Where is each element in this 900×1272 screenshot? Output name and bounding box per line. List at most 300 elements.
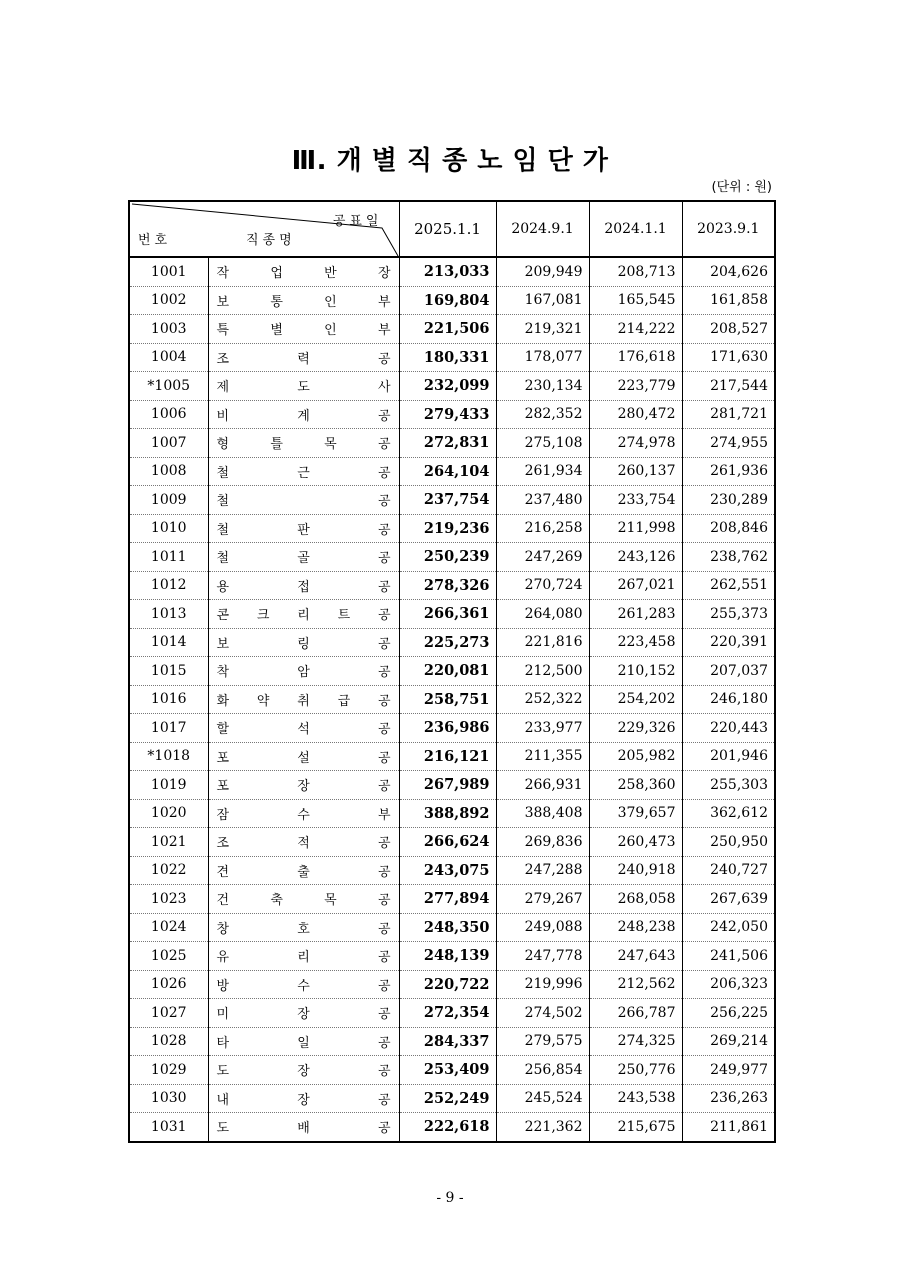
job-name-chars: [217, 462, 391, 481]
wage-value-4: 242,050: [682, 913, 775, 942]
job-name-chars: [217, 1117, 391, 1136]
wage-value-2: 230,134: [496, 372, 589, 401]
job-name-char: 공: [377, 551, 391, 567]
wage-value-3: 210,152: [589, 657, 682, 686]
wage-value-3: 243,538: [589, 1084, 682, 1113]
wage-value-3: 247,643: [589, 942, 682, 971]
job-name-char: 공: [377, 665, 391, 681]
wage-value-4: 171,630: [682, 343, 775, 372]
job-name-char: 비: [216, 408, 230, 424]
wage-value-4: 211,861: [682, 1113, 775, 1142]
job-name-chars: [217, 576, 391, 595]
job-name-char: 틀: [270, 437, 283, 453]
wage-value-2: 269,836: [496, 828, 589, 857]
wage-value-4: 269,214: [682, 1027, 775, 1056]
job-name-chars: [217, 889, 391, 908]
job-name-char: 도: [216, 1064, 230, 1080]
job-name-char: 유: [216, 950, 230, 966]
wage-value-3: 165,545: [589, 286, 682, 315]
table-row: [129, 999, 775, 1028]
table-row: [129, 657, 775, 686]
wage-value-3: 243,126: [589, 543, 682, 572]
job-name-chars: [217, 547, 391, 566]
job-name-chars: [217, 1032, 391, 1051]
job-name-chars: [217, 1060, 391, 1079]
job-name-char: 공: [377, 494, 391, 510]
wage-value-1: 237,754: [399, 486, 496, 515]
job-name-char: 공: [377, 1035, 391, 1051]
wage-value-4: 241,506: [682, 942, 775, 971]
wage-value-1: 243,075: [399, 856, 496, 885]
job-name-chars: [217, 804, 391, 823]
table-row: [129, 1027, 775, 1056]
job-name: [208, 1056, 399, 1085]
job-name-chars: [217, 1003, 391, 1022]
wage-value-2: 221,362: [496, 1113, 589, 1142]
wage-value-4: 206,323: [682, 970, 775, 999]
table-row: [129, 742, 775, 771]
job-code: 1028: [129, 1027, 208, 1056]
job-name-char: 인: [324, 294, 337, 310]
wage-value-1: 277,894: [399, 885, 496, 914]
wage-value-1: 220,081: [399, 657, 496, 686]
wage-value-4: 261,936: [682, 457, 775, 486]
wage-value-4: 267,639: [682, 885, 775, 914]
job-code: 1010: [129, 514, 208, 543]
table-row: [129, 372, 775, 401]
job-name: [208, 799, 399, 828]
job-name-chars: [217, 861, 391, 880]
job-name-char: 공: [377, 408, 391, 424]
wage-value-3: 229,326: [589, 714, 682, 743]
job-name-char: 통: [270, 294, 283, 310]
wage-value-3: 240,918: [589, 856, 682, 885]
job-name-chars: [217, 975, 391, 994]
job-name: [208, 742, 399, 771]
job-name: [208, 1084, 399, 1113]
job-name-char: 공: [377, 437, 391, 453]
wage-value-1: 221,506: [399, 315, 496, 344]
wage-value-4: 161,858: [682, 286, 775, 315]
job-name-char: 력: [297, 351, 310, 367]
wage-value-2: 279,575: [496, 1027, 589, 1056]
table-row: [129, 970, 775, 999]
wage-value-4: 246,180: [682, 685, 775, 714]
table-row: [129, 913, 775, 942]
table-row: [129, 571, 775, 600]
job-name-char: 공: [377, 921, 391, 937]
table-row: [129, 771, 775, 800]
wage-value-2: 282,352: [496, 400, 589, 429]
job-code: 1013: [129, 600, 208, 629]
job-code: 1029: [129, 1056, 208, 1085]
job-name-char: 적: [297, 836, 310, 852]
wage-value-2: 212,500: [496, 657, 589, 686]
job-name-char: 공: [377, 636, 391, 652]
table-row: [129, 543, 775, 572]
job-name-char: 도: [297, 380, 310, 396]
table-row: [129, 315, 775, 344]
job-name-char: 장: [377, 266, 391, 282]
job-name-char: 인: [324, 323, 337, 339]
job-name-char: 공: [377, 864, 391, 880]
job-name-char: 약: [256, 693, 270, 709]
job-name-char: 공: [377, 1064, 391, 1080]
job-name: [208, 628, 399, 657]
job-code: 1014: [129, 628, 208, 657]
wage-value-2: 211,355: [496, 742, 589, 771]
job-name-chars: [217, 519, 391, 538]
job-name-char: 작: [216, 266, 230, 282]
job-name-chars: [217, 918, 391, 937]
job-name-char: 견: [216, 864, 230, 880]
job-name: [208, 657, 399, 686]
job-name: [208, 1027, 399, 1056]
wage-value-1: 180,331: [399, 343, 496, 372]
job-code: 1015: [129, 657, 208, 686]
job-name-chars: [217, 490, 391, 509]
job-code: 1027: [129, 999, 208, 1028]
table-row: [129, 714, 775, 743]
wage-value-4: 262,551: [682, 571, 775, 600]
wage-value-3: 215,675: [589, 1113, 682, 1142]
job-code: 1031: [150, 1118, 187, 1135]
page-number: - 9 -: [436, 1190, 464, 1206]
wage-value-3: 274,325: [589, 1027, 682, 1056]
job-code: 1022: [129, 856, 208, 885]
wage-value-2: 209,949: [496, 257, 589, 286]
job-name-char: 공: [377, 950, 391, 966]
wage-value-2: 247,269: [496, 543, 589, 572]
wage-value-1: 219,236: [399, 514, 496, 543]
wage-value-3: 250,776: [589, 1056, 682, 1085]
job-name: [208, 571, 399, 600]
table-row: [129, 856, 775, 885]
table-row: [129, 457, 775, 486]
job-name-char: 트: [337, 608, 351, 624]
wage-value-2: 178,077: [496, 343, 589, 372]
wage-value-2: 167,081: [496, 286, 589, 315]
table-row: [129, 400, 775, 429]
job-name-char: 장: [297, 1064, 310, 1080]
job-code: 1021: [129, 828, 208, 857]
table-row: [129, 257, 775, 286]
job-name: [208, 543, 399, 572]
wage-value-3: 223,779: [589, 372, 682, 401]
job-name-char: 공: [377, 750, 391, 766]
wage-value-4: 256,225: [682, 999, 775, 1028]
wage-value-2: 264,080: [496, 600, 589, 629]
job-name-char: 도: [216, 1121, 230, 1137]
job-code: 1024: [129, 913, 208, 942]
job-name-char: 공: [377, 608, 391, 624]
job-name: [208, 257, 399, 286]
wage-value-1: 222,618: [399, 1113, 496, 1142]
job-code: *1005: [129, 372, 208, 401]
job-name: [208, 999, 399, 1028]
wage-value-1: 248,139: [399, 942, 496, 971]
job-name-chars: [217, 832, 391, 851]
table-row: [129, 600, 775, 629]
wage-value-1: 266,361: [399, 600, 496, 629]
wage-value-1: 236,986: [399, 714, 496, 743]
wage-value-3: 248,238: [589, 913, 682, 942]
job-name-char: 리: [297, 608, 310, 624]
header-date-2: 2024.9.1: [496, 201, 589, 257]
wage-value-1: 169,804: [399, 286, 496, 315]
wage-value-4: 201,946: [682, 742, 775, 771]
job-name-char: 공: [377, 893, 391, 909]
job-name-char: 호: [297, 921, 310, 937]
header-date-1: 2025.1.1: [399, 201, 496, 257]
job-name-char: 취: [297, 693, 310, 709]
wage-value-1: 284,337: [399, 1027, 496, 1056]
wage-value-4: 220,443: [682, 714, 775, 743]
job-name-char: 부: [377, 294, 391, 310]
job-code: 1030: [129, 1084, 208, 1113]
job-name: [208, 1113, 399, 1142]
job-name-char: 공: [377, 978, 391, 994]
job-name-char: 형: [216, 437, 230, 453]
job-name-char: 내: [216, 1092, 230, 1108]
wage-value-1: 248,350: [399, 913, 496, 942]
job-name-chars: [217, 775, 391, 794]
job-name-char: 리: [297, 950, 310, 966]
table-row: [129, 942, 775, 971]
header-corner-cell: [129, 201, 399, 257]
wage-value-3: 254,202: [589, 685, 682, 714]
wage-value-2: 252,322: [496, 685, 589, 714]
wage-value-4: 204,626: [682, 257, 775, 286]
wage-value-1: 279,433: [399, 400, 496, 429]
job-name-char: 수: [297, 807, 310, 823]
wage-value-1: 220,722: [399, 970, 496, 999]
job-name-char: 조: [216, 836, 230, 852]
job-name-chars: [217, 946, 391, 965]
job-name-char: 철: [216, 494, 230, 510]
job-name-char: 창: [216, 921, 230, 937]
table-row: [129, 429, 775, 458]
wage-value-2: 275,108: [496, 429, 589, 458]
job-name-char: 공: [377, 1121, 391, 1137]
wage-value-4: 255,303: [682, 771, 775, 800]
job-name-char: 설: [297, 750, 310, 766]
job-name-char: 수: [297, 978, 310, 994]
wage-value-3: 274,978: [589, 429, 682, 458]
job-name-char: 방: [216, 978, 230, 994]
job-name-chars: [217, 405, 391, 424]
wage-value-4: 274,955: [682, 429, 775, 458]
job-name-char: 공: [377, 693, 391, 709]
wage-value-1: 272,354: [399, 999, 496, 1028]
wage-value-3: 268,058: [589, 885, 682, 914]
job-name-chars: [217, 690, 391, 709]
job-name-char: 목: [324, 437, 337, 453]
job-name-char: 화: [216, 693, 230, 709]
job-name-char: 축: [270, 893, 283, 909]
job-code: 1008: [129, 457, 208, 486]
job-name-char: 공: [377, 579, 391, 595]
table-header-row: [129, 201, 775, 257]
header-announce-date-label: 공표일: [332, 214, 383, 229]
wage-value-3: 233,754: [589, 486, 682, 515]
job-name-char: 공: [377, 1092, 391, 1108]
wage-value-2: 266,931: [496, 771, 589, 800]
job-code: 1025: [129, 942, 208, 971]
wage-value-2: 274,502: [496, 999, 589, 1028]
unit-label: (단위 : 원): [711, 180, 772, 195]
wage-value-4: 240,727: [682, 856, 775, 885]
job-name-char: 공: [377, 351, 391, 367]
wage-value-3: 260,473: [589, 828, 682, 857]
wage-value-3: 260,137: [589, 457, 682, 486]
header-date-3: 2024.1.1: [589, 201, 682, 257]
job-name-char: 콘: [216, 608, 230, 624]
wage-value-3: 176,618: [589, 343, 682, 372]
job-name-char: 장: [297, 779, 310, 795]
wage-value-3: 212,562: [589, 970, 682, 999]
table-row: [129, 628, 775, 657]
job-name: [208, 970, 399, 999]
job-name-char: 목: [324, 893, 337, 909]
job-code: 1007: [129, 429, 208, 458]
job-name-char: 장: [297, 1092, 310, 1108]
job-name-char: 공: [377, 779, 391, 795]
job-code: 1017: [129, 714, 208, 743]
job-name-char: 업: [270, 266, 283, 282]
job-code: 1012: [129, 571, 208, 600]
page-title: [0, 140, 900, 177]
job-name-char: 미: [216, 1007, 230, 1023]
wage-value-1: 278,326: [399, 571, 496, 600]
job-name-chars: [217, 661, 391, 680]
header-number-label: 번호: [138, 233, 172, 248]
job-name-char: 암: [297, 665, 310, 681]
wage-value-1: 225,273: [399, 628, 496, 657]
wage-value-4: 255,373: [682, 600, 775, 629]
job-code: 1011: [129, 543, 208, 572]
wage-value-2: 233,977: [496, 714, 589, 743]
job-name-chars: [217, 433, 391, 452]
job-code: 1001: [129, 257, 208, 286]
wage-value-3: 214,222: [589, 315, 682, 344]
wage-value-2: 245,524: [496, 1084, 589, 1113]
job-name-char: 부: [377, 323, 391, 339]
job-name: [208, 486, 399, 515]
wage-value-2: 247,778: [496, 942, 589, 971]
job-code: 1020: [129, 799, 208, 828]
wage-value-3: 208,713: [589, 257, 682, 286]
job-name-chars: [217, 348, 391, 367]
wage-value-3: 223,458: [589, 628, 682, 657]
table-row: [129, 343, 775, 372]
job-name-char: 별: [270, 323, 283, 339]
wage-value-2: 219,321: [496, 315, 589, 344]
job-name-char: 보: [216, 636, 230, 652]
wage-value-4: 281,721: [682, 400, 775, 429]
wage-value-2: 219,996: [496, 970, 589, 999]
table-row: [129, 885, 775, 914]
wage-value-1: 266,624: [399, 828, 496, 857]
job-name: [208, 714, 399, 743]
wage-value-4: 238,762: [682, 543, 775, 572]
job-name-char: 판: [297, 522, 310, 538]
job-name-char: 크: [256, 608, 270, 624]
wage-value-4: 220,391: [682, 628, 775, 657]
job-name-chars: [217, 376, 391, 395]
job-name: [208, 828, 399, 857]
table-row: [129, 1113, 775, 1142]
table-row: [129, 685, 775, 714]
wage-value-3: 261,283: [589, 600, 682, 629]
wage-value-4: 249,977: [682, 1056, 775, 1085]
wage-value-1: 272,831: [399, 429, 496, 458]
wage-value-2: 237,480: [496, 486, 589, 515]
job-name-char: 계: [297, 408, 310, 424]
wage-value-1: 250,239: [399, 543, 496, 572]
wage-value-4: 208,846: [682, 514, 775, 543]
wage-value-1: 388,892: [399, 799, 496, 828]
job-name-chars: [217, 319, 391, 338]
job-name-chars: [217, 604, 391, 623]
job-name-char: 철: [216, 465, 230, 481]
job-name-char: 일: [297, 1035, 310, 1051]
table-row: [129, 1056, 775, 1085]
wage-value-2: 279,267: [496, 885, 589, 914]
job-name-char: 공: [377, 836, 391, 852]
wage-value-4: 250,950: [682, 828, 775, 857]
job-name-char: 근: [297, 465, 310, 481]
job-name-char: 급: [337, 693, 351, 709]
job-name-char: 공: [377, 522, 391, 538]
wage-table: [128, 200, 776, 1143]
wage-value-2: 270,724: [496, 571, 589, 600]
job-name-char: 보: [216, 294, 230, 310]
job-name: [208, 315, 399, 344]
job-name: [208, 885, 399, 914]
job-code: 1006: [129, 400, 208, 429]
wage-value-2: 221,816: [496, 628, 589, 657]
job-code: 1002: [129, 286, 208, 315]
job-name-chars: [217, 262, 391, 281]
job-name-char: 타: [216, 1035, 230, 1051]
wage-value-2: 247,288: [496, 856, 589, 885]
job-name-chars: [217, 291, 391, 310]
job-name-char: 반: [324, 266, 337, 282]
wage-value-4: 207,037: [682, 657, 775, 686]
job-name: [208, 286, 399, 315]
job-code: 1003: [129, 315, 208, 344]
job-code: 1023: [129, 885, 208, 914]
job-name: [208, 429, 399, 458]
job-name-chars: [217, 718, 391, 737]
job-name-char: 사: [377, 380, 391, 396]
wage-value-1: 252,249: [399, 1084, 496, 1113]
wage-value-1: 264,104: [399, 457, 496, 486]
job-name-char: 착: [216, 665, 230, 681]
job-name-char: 철: [216, 522, 230, 538]
job-name-char: 부: [377, 807, 391, 823]
job-code: *1018: [129, 742, 208, 771]
table-row: [129, 514, 775, 543]
header-date-4: 2023.9.1: [682, 201, 775, 257]
job-code: 1019: [129, 771, 208, 800]
job-name-chars: [217, 633, 391, 652]
wage-value-3: 267,021: [589, 571, 682, 600]
job-name: [208, 685, 399, 714]
job-name-char: 공: [377, 722, 391, 738]
job-name-char: 포: [216, 779, 230, 795]
